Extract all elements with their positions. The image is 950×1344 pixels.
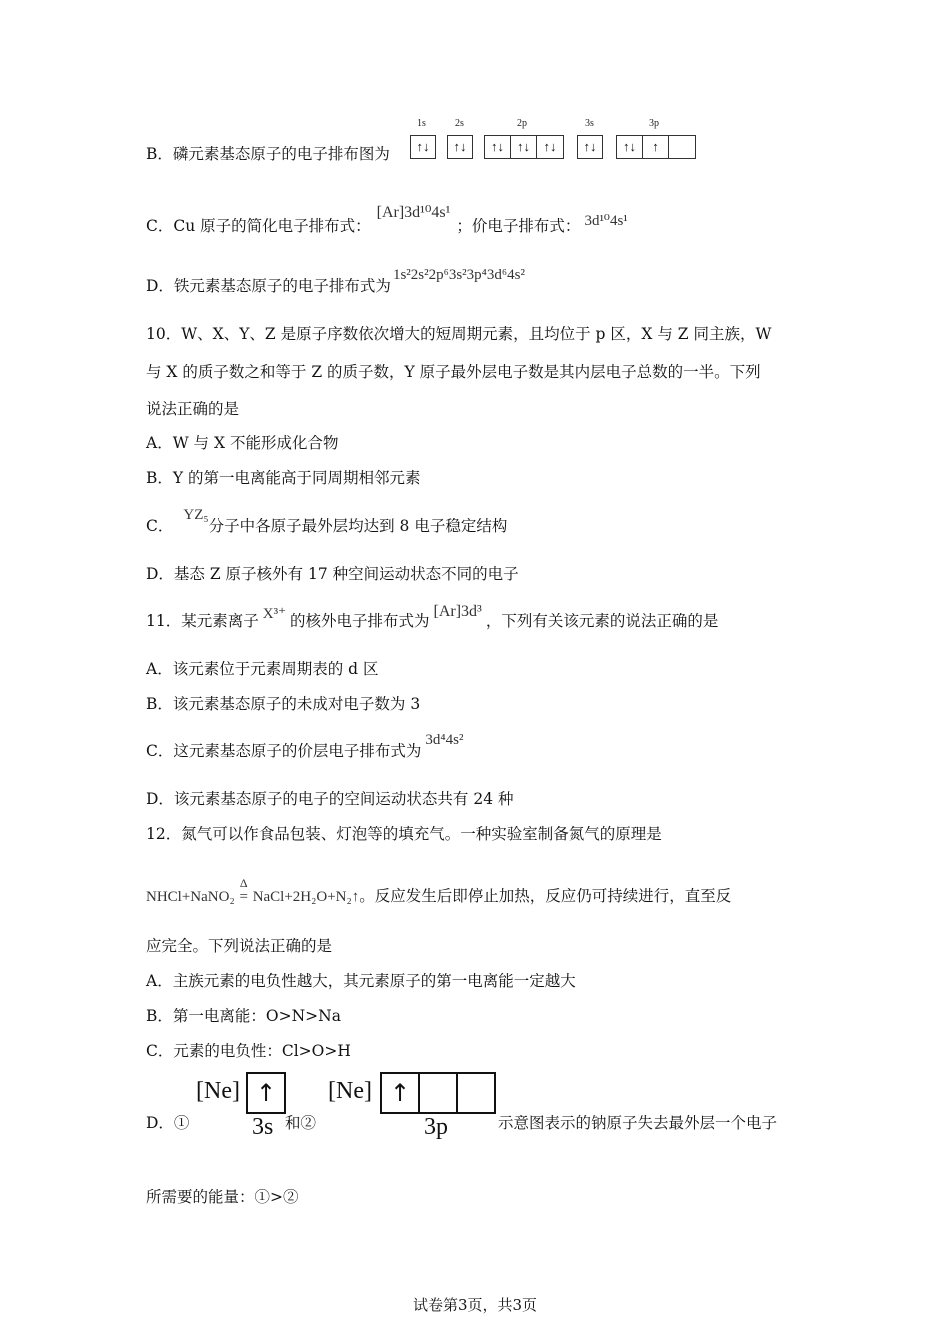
- q10-option-c: [146, 507, 508, 537]
- q11-option-d: D．该元素基态原子的电子的空间运动状态共有 24 种: [146, 790, 514, 808]
- orbital-cell: ↑↓: [485, 136, 511, 158]
- q12-stem-line1: 12．氮气可以作食品包装、灯泡等的填充气。一种实验室制备氮气的原理是: [146, 825, 662, 843]
- q10-option-c-suffix: 分子中各原子最外层均达到 8 电子稳定结构: [208, 517, 508, 535]
- fe-config: 1s²2s²2p⁶3s²3p⁴3d⁶4s²: [392, 267, 525, 283]
- orbital-cell: ↑: [643, 136, 669, 158]
- q9-option-c-mid: ；价电子排布式：: [456, 217, 581, 235]
- orbital-cell: ↑↓: [543, 139, 557, 154]
- q10-stem-line2: 与 X 的质子数之和等于 Z 的质子数，Y 原子最外层电子数是其内层电子总数的一半。下列: [146, 363, 761, 381]
- q10-option-c-prefix: C．: [146, 517, 174, 535]
- q11-stem-a: 11．某元素离子: [146, 612, 259, 630]
- ion-config: [Ar]3d³: [433, 603, 482, 620]
- q9-option-c: [146, 204, 628, 237]
- q10-stem-line1: 10．W、X、Y、Z 是原子序数依次增大的短周期元素，且均位于 p 区，X 与 Z 同主族，W: [146, 325, 772, 343]
- orbital-box-2s: [447, 135, 473, 159]
- orbital-cell: [669, 136, 695, 158]
- q10-stem-line3: 说法正确的是: [146, 400, 240, 418]
- q12-option-b: B．第一电离能：O>N>Na: [146, 1007, 341, 1025]
- orbital-cell: ↑↓: [617, 136, 643, 158]
- orbital-label-3s: 3s: [252, 1114, 274, 1140]
- q11-stem-b: 的核外电子排布式为: [289, 612, 430, 630]
- q12-option-d-prefix: D．①: [146, 1114, 190, 1132]
- cu-valence-config: 3d¹⁰4s¹: [584, 213, 628, 229]
- q11-option-b: B．该元素基态原子的未成对电子数为 3: [146, 695, 421, 713]
- q12-stem-line2-rest: 。反应发生后即停止加热，反应仍可持续进行，直至反: [359, 887, 732, 905]
- q12-stem-line3: 应完全。下列说法正确的是: [146, 937, 333, 955]
- orbital-box-2p: [484, 135, 564, 159]
- heat-condition: Δ: [239, 876, 248, 890]
- q12-option-d-line2: 所需要的能量：①>②: [146, 1188, 299, 1206]
- q10-option-a: A．W 与 X 不能形成化合物: [146, 434, 339, 452]
- orbital-label-3p: 3p: [424, 1114, 448, 1140]
- orbital-label-3s: 3s: [585, 118, 594, 129]
- valence-config: 3d⁴4s²: [425, 732, 464, 748]
- orbital-box-3p: [616, 135, 696, 159]
- orbital-box-3s: [246, 1072, 286, 1114]
- page-footer: 试卷第3页，共3页: [412, 1296, 538, 1314]
- orbital-box-3p: [380, 1072, 496, 1114]
- q9-option-b-text: B．磷元素基态原子的电子排布图为: [146, 145, 390, 163]
- orbital-box-3s: [577, 135, 603, 159]
- orbital-label-3p: 3p: [649, 118, 659, 129]
- orbital-cell: ↑↓: [453, 139, 467, 154]
- q10-option-b: B．Y 的第一电离能高于同周期相邻元素: [146, 469, 421, 487]
- q10-option-d: D．基态 Z 原子核外有 17 种空间运动状态不同的电子: [146, 565, 519, 583]
- orbital-label-2s: 2s: [455, 118, 464, 129]
- orbital-cell: [458, 1074, 494, 1112]
- orbital-box-1s: [410, 135, 436, 159]
- q9-option-c-prefix: C．Cu 原子的简化电子排布式：: [146, 217, 371, 235]
- ion-x3plus: X³⁺: [262, 606, 286, 622]
- orbital-cell: ↑↓: [583, 139, 597, 154]
- orbital-cell: [420, 1074, 458, 1112]
- ne-core-label: [Ne]: [328, 1078, 372, 1104]
- cu-simplified-config: [Ar]3d¹⁰4s¹: [376, 204, 451, 221]
- orbital-cell: ↑↓: [416, 139, 430, 154]
- q11-option-c: [146, 732, 464, 762]
- q9-option-b: [146, 144, 390, 164]
- q9-option-d-prefix: D．铁元素基态原子的电子排布式为: [146, 277, 391, 295]
- orbital-cell: ↑: [255, 1079, 277, 1107]
- q11-stem: [146, 603, 719, 632]
- equation-right: NaCl+2H₂O+N₂↑: [252, 889, 360, 905]
- q12-option-a: A．主族元素的电负性越大，其元素原子的第一电离能一定越大: [146, 972, 576, 990]
- orbital-label-1s: 1s: [417, 118, 426, 129]
- orbital-cell: ↑: [382, 1074, 420, 1112]
- q11-stem-c: ，下列有关该元素的说法正确的是: [485, 612, 719, 630]
- orbital-label-2p: 2p: [517, 118, 527, 129]
- equation-equals: Δ =: [237, 887, 251, 907]
- q12-option-d-suffix: 示意图表示的钠原子失去最外层一个电子: [498, 1114, 778, 1132]
- q12-option-d-and: 和②: [285, 1114, 317, 1132]
- orbital-cell: ↑↓: [511, 136, 537, 158]
- q9-option-d: [146, 267, 525, 297]
- q12-option-c: C．元素的电负性：Cl>O>H: [146, 1042, 351, 1060]
- q11-option-c-prefix: C．这元素基态原子的价层电子排布式为: [146, 742, 422, 760]
- q11-option-a: A．该元素位于元素周期表的 d 区: [146, 660, 379, 678]
- q12-equation-line: [146, 876, 732, 907]
- yz5-formula: YZ₅: [183, 507, 209, 523]
- equation-left: NHCl+NaNO₂: [146, 889, 235, 905]
- ne-core-label: [Ne]: [196, 1078, 240, 1104]
